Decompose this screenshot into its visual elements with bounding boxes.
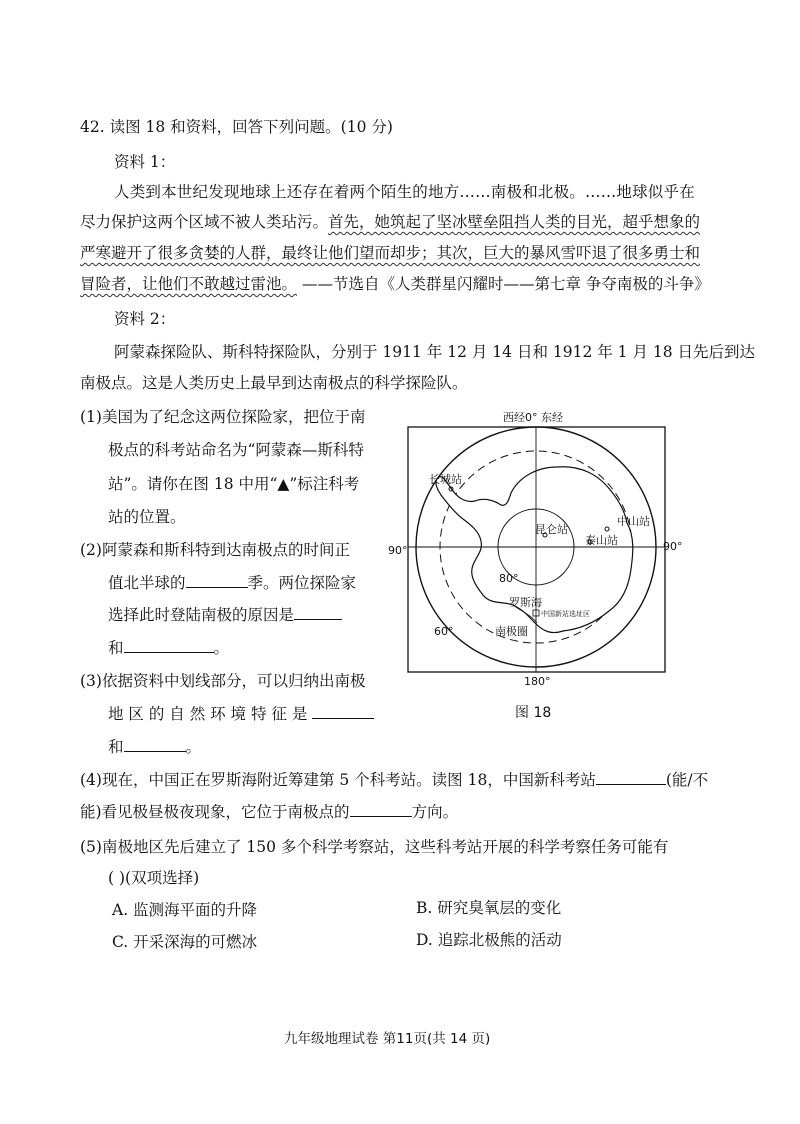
new-station-label: 中国新站选址区 xyxy=(541,610,590,618)
material1-line4-underlined: 冒险者，让他们不敢越过雷池。 xyxy=(80,275,298,293)
q3-line2-text: 地 区 的 自 然 环 境 特 征 是 xyxy=(108,705,308,723)
q5-option-d[interactable]: D. 追踪北极熊的活动 xyxy=(416,931,562,949)
q4-line2 xyxy=(80,800,458,822)
q3-feature-blank-2[interactable] xyxy=(124,737,186,752)
q3-line3-a: 和 xyxy=(108,738,124,756)
q2-line2-a: 值北半球的 xyxy=(108,574,186,592)
q2-line4 xyxy=(108,636,229,658)
q4-line1-b: (能/不 xyxy=(665,771,709,789)
q2-line4-a: 和 xyxy=(108,639,124,657)
q3-line3 xyxy=(108,735,201,757)
zhongshan-label: 中山站 xyxy=(617,515,650,528)
q1-line4: 站的位置。 xyxy=(108,508,186,526)
q2-reason-blank-1[interactable] xyxy=(294,605,342,620)
material1-line1: 人类到本世纪发现地球上还存在着两个陌生的地方……南极和北极。……地球似乎在 xyxy=(114,183,695,201)
q2-reason-blank-2[interactable] xyxy=(124,638,214,653)
material1-source: ——节选自《人类群星闪耀时——第七章 争夺南极的斗争》 xyxy=(301,275,710,293)
lat-60-label: 60° xyxy=(434,625,454,638)
q3-line2 xyxy=(108,702,374,724)
q5-line1: (5)南极地区先后建立了 150 多个科学考察站，这些科考站开展的科学考察任务可能有 xyxy=(80,838,669,856)
q1-line2: 极点的科考站命名为“阿蒙森—斯科特 xyxy=(108,441,364,459)
q2-season-blank[interactable] xyxy=(186,573,248,588)
q5-line2: ( )(双项选择) xyxy=(108,869,200,887)
q5-option-a[interactable]: A. 监测海平面的升降 xyxy=(112,901,258,919)
material2-line1: 阿蒙森探险队、斯科特探险队，分别于 1911 年 12 月 14 日和 1912 年 1 月 18 日先后到达 xyxy=(114,343,756,361)
material1-line2-underlined: 首先，她筑起了坚冰壁垒阻挡人类的目光，超乎想象的 xyxy=(328,213,701,231)
taishan-label: 泰山站 xyxy=(585,534,618,547)
q4-visible-blank[interactable] xyxy=(596,770,666,785)
material1-line3-underlined: 严寒避开了很多贪婪的人群，最终让他们望而却步；其次，巨大的暴风雪吓退了很多勇士和 xyxy=(80,244,701,262)
q2-line3 xyxy=(108,603,342,625)
q4-direction-blank[interactable] xyxy=(350,802,412,817)
q2-line3-text: 选择此时登陆南极的原因是 xyxy=(108,606,295,624)
map-top-label: 西经0° 东经 xyxy=(503,411,563,424)
material2-label: 资料 2： xyxy=(114,310,176,328)
map-right-label: 90° xyxy=(663,540,683,553)
page-footer: 九年级地理试卷 第11页(共 14 页) xyxy=(284,1031,491,1047)
q3-line3-b: 。 xyxy=(185,738,202,756)
q4-line2-b: 方向。 xyxy=(411,803,459,821)
map-bottom-label: 180° xyxy=(524,675,551,688)
material1-line2 xyxy=(80,210,700,232)
q3-line1: (3)依据资料中划线部分，可以归纳出南极 xyxy=(80,672,366,690)
material2-line2: 南极点。这是人类历史上最早到达南极点的科学探险队。 xyxy=(80,374,468,392)
q3-feature-blank-1[interactable] xyxy=(312,704,374,719)
kunlun-label: 昆仑站 xyxy=(535,523,568,536)
q4-line2-a: 能)看见极昼极夜现象，它位于南极点的 xyxy=(80,803,350,821)
figure-caption: 图 18 xyxy=(515,705,552,721)
q4-line1-a: (4)现在，中国正在罗斯海附近筹建第 5 个科考站。读图 18，中国新科考站 xyxy=(80,771,596,789)
map-left-label: 90° xyxy=(388,544,408,557)
lat-80-label: 80° xyxy=(499,572,519,585)
q1-line3: 站”。请你在图 18 中用“▲”标注科考 xyxy=(108,475,360,493)
changcheng-label: 长城站 xyxy=(429,473,462,486)
question-title: 42. 读图 18 和资料，回答下列问题。(10 分) xyxy=(80,118,393,136)
q2-line1: (2)阿蒙森和斯科特到达南极点的时间正 xyxy=(80,541,350,559)
ross-sea-label: 罗斯海 xyxy=(509,596,542,609)
material1-line2-plain: 尽力保护这两个区域不被人类玷污。 xyxy=(80,213,329,231)
q4-line1 xyxy=(80,768,708,790)
material1-line4 xyxy=(80,272,710,294)
q2-line4-b: 。 xyxy=(213,639,230,657)
antarctica-map xyxy=(385,405,690,690)
q2-line2 xyxy=(108,571,356,593)
q2-line2-b: 季。两位探险家 xyxy=(247,574,357,592)
q5-option-b[interactable]: B. 研究臭氧层的变化 xyxy=(416,899,562,917)
q5-option-c[interactable]: C. 开采深海的可燃冰 xyxy=(112,933,258,951)
material1-label: 资料 1： xyxy=(114,153,176,171)
antarctic-circle-label: 南极圈 xyxy=(495,625,528,638)
q1-line1: (1)美国为了纪念这两位探险家，把位于南 xyxy=(80,408,366,426)
